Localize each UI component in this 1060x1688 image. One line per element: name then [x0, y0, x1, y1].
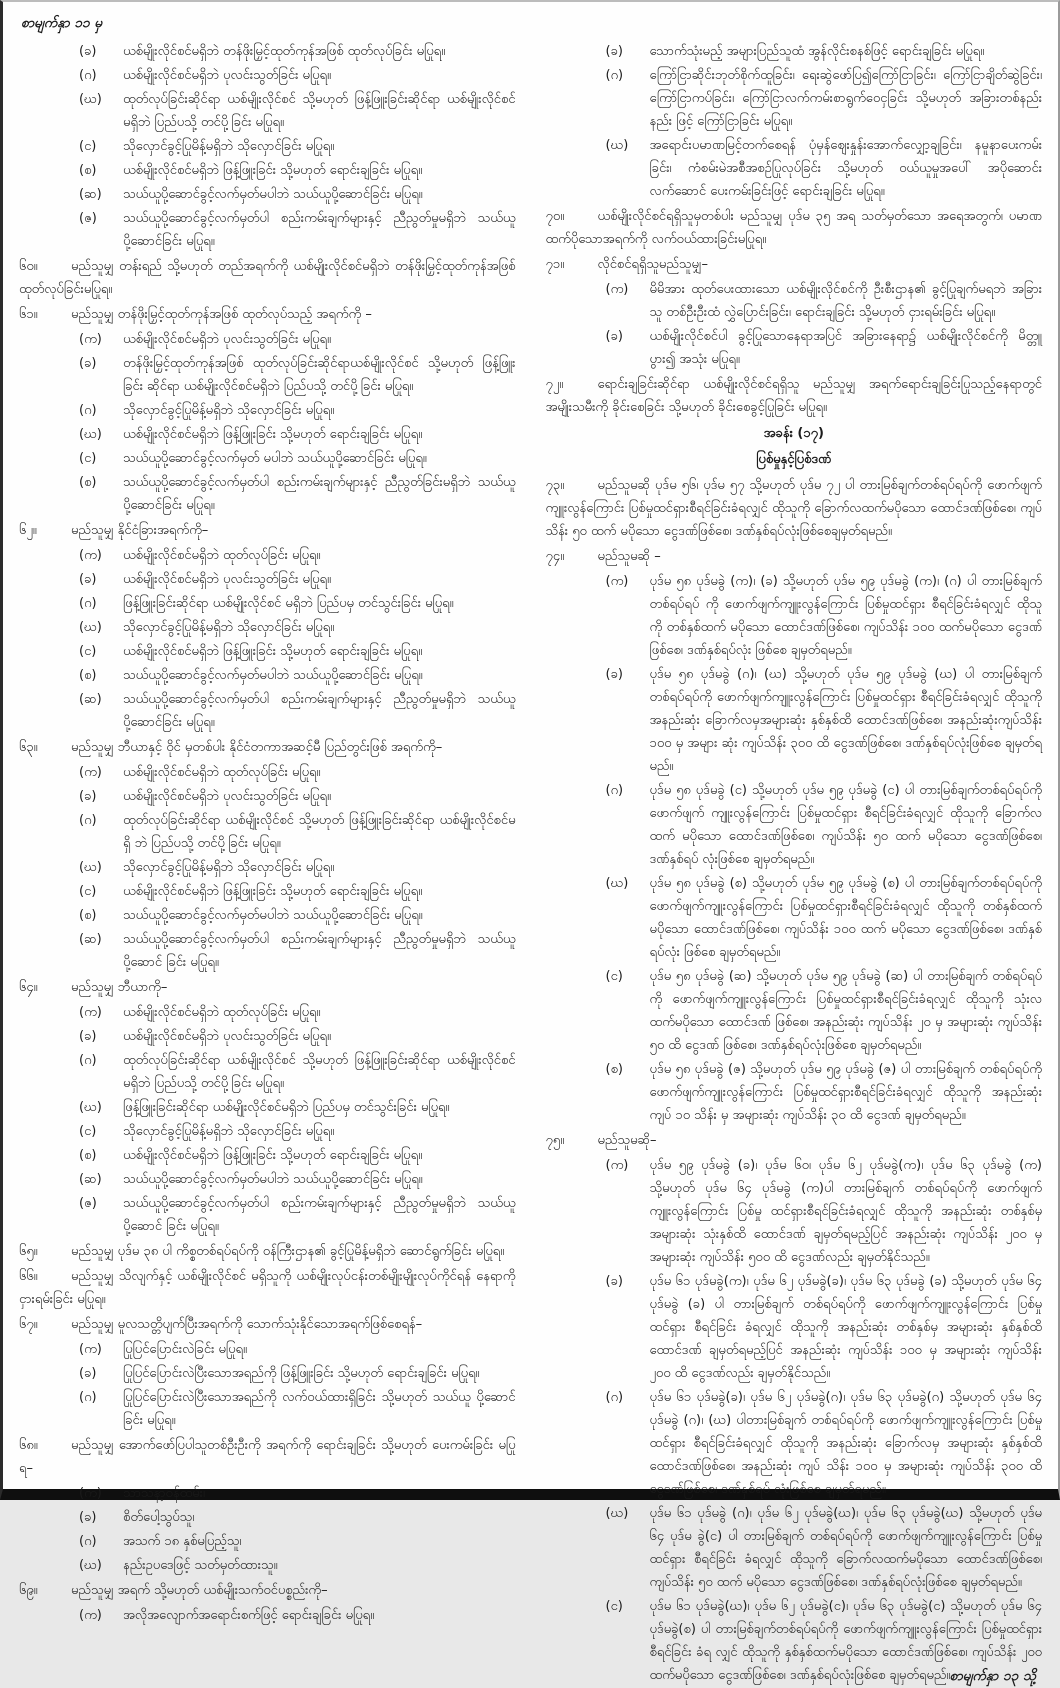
section-paragraph: [19, 1240, 516, 1263]
clause-label: (စ): [79, 1148, 97, 1163]
clause-label: (ဃ): [79, 620, 102, 635]
clause-text: ထုတ်လုပ်ခြင်းဆိုင်ရာ ယစ်မျိုးလိုင်စင် သို့မဟုတ် ဖြန့်ဖြူးခြင်းဆိုင်ရာ ယစ်မျိုးလိုင်စင်မရှိ ဘဲ ပြည်ပသို့ တင်ပို့ခြင်း မပြုရ။: [123, 813, 516, 851]
clause-text: ယစ်မျိုးလိုင်စင်မရှိဘဲ ဖြန့်ဖြူးခြင်း သို့မဟုတ် ရောင်းချခြင်း မပြုရ။: [123, 884, 422, 899]
section-text: မည်သူမျှ ဘီယာနှင့် ဝိုင် မှတစ်ပါး နိုင်ငံတကာအဆင့်မီ ပြည်တွင်းဖြစ် အရက်ကို–: [71, 740, 443, 755]
clause-label: (ဂ): [79, 1390, 97, 1405]
clause-item: [79, 1554, 516, 1577]
section-paragraph: [546, 205, 1043, 251]
clause-label: (င): [79, 451, 97, 466]
section-text: မည်သူမျှ သိလျက်နှင့် ယစ်မျိုးလိုင်စင် မရှိသူကို ယစ်မျိုးလုပ်ငန်းတစ်မျိုးမျိုးလုပ်ကိုင်ရန် နေရာကို ငှားရမ်းခြင်း မပြုရ။: [19, 1269, 516, 1307]
clause-text: ယစ်မျိုးလိုင်စင်မရှိဘဲ ဖြန့်ဖြူးခြင်း သို့မဟုတ် ရောင်းချခြင်း မပြုရ။: [123, 1148, 422, 1163]
section-number: ၇၄။: [545, 549, 565, 564]
section-paragraph: [546, 1129, 1043, 1152]
section-paragraph: [19, 976, 516, 999]
clause-label: (ဆ): [79, 187, 102, 202]
clause-item: [79, 328, 516, 351]
clause-label: (ဃ): [79, 1558, 102, 1573]
clause-item: [606, 570, 1043, 662]
clause-label: (က): [79, 765, 102, 780]
clause-text: ပုဒ်မ ၅၉ ပုဒ်မခွဲ (ခ)၊ ပုဒ်မ ၆၀၊ ပုဒ်မ ၆၂ ပုဒ်မခွဲ(က)၊ ပုဒ်မ ၆၃ ပုဒ်မခွဲ (က) သို့မဟုတ် ပုဒ်မ ၆၄ ပုဒ်မခွဲ (က)ပါ တားမြစ်ချက် တစ်ရပ်ရပ်ကို ဖောက်ဖျက် ကျူးလွန်ကြောင်း ပြစ်မှု ထင်ရှားစီရင်ခြင်းခံရလျှင် ထိုသူကို အနည်းဆုံး တစ်နှစ်မှ အများဆုံး သုံးနှစ်ထိ ထောင်ဒဏ် ချမှတ်ရမည့်ပြင် အနည်းဆုံး ကျပ်သိန်း ၂၀၀ မှ အများဆုံး ကျပ်သိန်း ၅၀၀ ထိ ငွေဒဏ်လည်း ချမှတ်နိုင်သည်။: [649, 1158, 1042, 1265]
clause-item: [79, 207, 516, 253]
clause-list: [79, 1604, 516, 1627]
clause-label: (င): [79, 644, 97, 659]
section-number: ၇၅။: [545, 1133, 565, 1148]
clause-list: [606, 570, 1043, 1127]
clause-item: [79, 64, 516, 87]
section-paragraph: [546, 373, 1043, 419]
section-paragraph: [19, 519, 516, 542]
clause-item: [79, 1096, 516, 1119]
clause-text: ပုဒ်မ ၅၈ ပုဒ်မခွဲ (ဂ)၊ (ဃ) သို့မဟုတ် ပုဒ်မ ၅၉ ပုဒ်မခွဲ (ဃ) ပါ တားမြစ်ချက် တစ်ရပ်ရပ်ကို ဖောက်ဖျက်ကျူးလွန်ကြောင်း ပြစ်မှုထင်ရှား စီရင်ခြင်းခံရလျှင် ထိုသူကို အနည်းဆုံး ခြောက်လမှအများဆုံး နှစ်နှစ်ထိ ထောင်ဒဏ်ဖြစ်စေ၊ အနည်းဆုံးကျပ်သိန်း ၁၀၀ မှ အများ ဆုံး ကျပ်သိန်း ၃၀၀ ထိ ငွေဒဏ်ဖြစ်စေ၊ ဒဏ်နှစ်ရပ်လုံးဖြစ်စေ ချမှတ်ရမည်။: [649, 667, 1042, 774]
clause-item: [79, 1604, 516, 1627]
section-paragraph: [19, 303, 516, 326]
clause-list: [79, 1482, 516, 1577]
clause-label: (က): [79, 332, 102, 347]
clause-text: ယစ်မျိုးလိုင်စင်ပါ ခွင့်ပြုသောနေရာအပြင် အခြားနေရာ၌ ယစ်မျိုးလိုင်စင်ကို မိတ္တူပွား၍ အသုံး မပြုရ။: [649, 329, 1042, 367]
clause-list: [79, 761, 516, 974]
clause-item: [79, 544, 516, 567]
clause-text: အရောင်းပမာဏမြင့်တက်စေရန် ပုံမှန်ဈေးနှုန်းအောက်လျှော့ချခြင်း၊ နမူနာပေးကမ်း ခြင်း၊ ကံစမ်းမဲအစီအစဉ်ပြုလုပ်ခြင်း သို့မဟုတ် ဝယ်ယူမှုအပေါ် အပိုဆောင်းလက်ဆောင် ပေးကမ်းခြင်းဖြင့် ရောင်းချခြင်း မပြုရ။: [649, 138, 1042, 199]
clause-text: သိုလှောင်ခွင့်ပြုမိန့်မရှိဘဲ သိုလှောင်ခြင်း မပြုရ။: [123, 139, 335, 154]
page-continuation-footer: စာမျက်နှာ ၁၃ သို့: [949, 1668, 1036, 1684]
section-text: ယစ်မျိုးလိုင်စင်ရရှိသူမှတစ်ပါး မည်သူမျှ ပုဒ်မ ၃၅ အရ သတ်မှတ်သော အရေအတွက်၊ ပမာဏ ထက်ပိုသောအရက်ကို လက်ဝယ်ထားခြင်းမပြုရ။: [545, 209, 1042, 247]
section-paragraph: [19, 1434, 516, 1480]
right-column: [546, 39, 1043, 1688]
section-text: မည်သူမျှ မူလသတ္တိပျက်ပြီးအရက်ကို သောက်သုံးနိုင်သောအရက်ဖြစ်စေရန်–: [71, 1317, 423, 1332]
clause-label: (ခ): [605, 667, 623, 682]
clause-item: [79, 592, 516, 615]
clause-text: နည်းဥပဒေဖြင့် သတ်မှတ်ထားသူ။: [123, 1558, 278, 1573]
section-number: ၆၁။: [19, 307, 38, 322]
clause-item: [79, 1120, 516, 1143]
clause-label: (ဃ): [79, 427, 102, 442]
clause-label: (စ): [605, 1062, 623, 1077]
clause-item: [606, 325, 1043, 371]
clause-text: မိမိအား ထုတ်ပေးထားသော ယစ်မျိုးလိုင်စင်ကို ဦးစီးဌာန၏ ခွင့်ပြုချက်မရဘဲ အခြားသူ တစ်ဦးဦးထံ လွှဲပြောင်းခြင်း၊ ရောင်းချခြင်း သို့မဟုတ် ငှားရမ်းခြင်း မပြုရ။: [649, 282, 1042, 320]
clause-item: [79, 1338, 516, 1361]
clause-text: ဖြန့်ဖြူးခြင်းဆိုင်ရာ ယစ်မျိုးလိုင်စင်မရှိဘဲ ပြည်ပမှ တင်သွင်းခြင်း မပြုရ။: [123, 1100, 450, 1115]
section-paragraph: [546, 545, 1043, 568]
clause-text: တန်ဖိုးမြှင့်ထုတ်ကုန်အဖြစ် ထုတ်လုပ်ခြင်းဆိုင်ရာယစ်မျိုးလိုင်စင် သို့မဟုတ် ဖြန့်ဖြူးခြင်း ဆိုင်ရာ ယစ်မျိုးလိုင်စင်မရှိဘဲ ပြည်ပသို့ တင်ပို့ခြင်း မပြုရ။: [123, 356, 516, 394]
clause-text: ပုဒ်မ ၅၈ ပုဒ်မခွဲ (င) သို့မဟုတ် ပုဒ်မ ၅၉ ပုဒ်မခွဲ (င) ပါ တားမြစ်ချက်တစ်ရပ်ရပ်ကို ဖောက်ဖျက် ကျူးလွန်ကြောင်း ပြစ်မှုထင်ရှား စီရင်ခြင်းခံရလျှင် ထိုသူကို ခြောက်လထက် မပိုသော ထောင်ဒဏ်ဖြစ်စေ၊ ကျပ်သိန်း ၅၀ ထက် မပိုသော ငွေဒဏ်ဖြစ်စေ၊ ဒဏ်နှစ်ရပ် လုံးဖြစ်စေ ချမှတ်ရမည်။: [649, 783, 1042, 867]
clause-text: ယစ်မျိုးလိုင်စင်မရှိဘဲ ဖြန့်ဖြူးခြင်း သို့မဟုတ် ရောင်းချခြင်း မပြုရ။: [123, 163, 422, 178]
clause-label: (ဃ): [79, 860, 102, 875]
clause-label: (စ): [79, 668, 97, 683]
clause-text: ယစ်မျိုးလိုင်စင်မရှိဘဲ ထုတ်လုပ်ခြင်း မပြုရ။: [123, 548, 321, 563]
chapter-heading: ပြစ်မှုနှင့်ပြစ်ဒဏ်: [756, 452, 832, 467]
clause-text: သယ်ယူပို့ဆောင်ခွင့်လက်မှတ်မပါဘဲ သယ်ယူပို့ဆောင်ခြင်း မပြုရ။: [123, 187, 423, 202]
clause-text: သယ်ယူပို့ဆောင်ခွင့်လက်မှတ်မပါဘဲ သယ်ယူပို့ဆောင်ခြင်း မပြုရ။: [123, 668, 423, 683]
clause-list: [79, 544, 516, 734]
clause-text: ထုတ်လုပ်ခြင်းဆိုင်ရာ ယစ်မျိုးလိုင်စင် သို့မဟုတ် ဖြန့်ဖြူးခြင်းဆိုင်ရာ ယစ်မျိုးလိုင်စင် မရှိဘဲ ပြည်ပသို့ တင်ပို့ခြင်း မပြုရ။: [123, 92, 516, 130]
clause-label: (ဂ): [79, 1534, 97, 1549]
section-text: မည်သူမဆို–: [597, 1133, 657, 1148]
clause-label: (ခ): [79, 789, 97, 804]
clause-text: သယ်ယူပို့ဆောင်ခွင့်လက်မှတ်ပါ စည်းကမ်းချက်များနှင့် ညီညွတ်မှုမရှိဘဲ သယ်ယူပို့ဆောင်ခြင်း မပြုရ။: [123, 692, 516, 730]
chapter-heading: အခန်း (၁၇): [763, 426, 824, 441]
section-number: ၆၉။: [19, 1583, 38, 1598]
clause-text: သယ်ယူပို့ဆောင်ခွင့်လက်မှတ်မပါဘဲ သယ်ယူပို့ဆောင်ခြင်း မပြုရ။: [123, 1172, 423, 1187]
clause-label: (ခ): [79, 356, 97, 371]
clause-label: (ခ): [79, 1510, 97, 1525]
clause-text: ပြုပြင်ပြောင်းလဲခြင်း မပြုရ။: [123, 1342, 247, 1357]
clause-item: [79, 399, 516, 422]
clause-item: [79, 568, 516, 591]
clause-item: [79, 785, 516, 808]
clause-label: (က): [605, 574, 629, 589]
clause-label: (ဂ): [605, 1390, 624, 1405]
section-paragraph: [19, 1265, 516, 1311]
section-text: မည်သူမျှ ပုဒ်မ ၃၈ ပါ ကိစ္စတစ်ရပ်ရပ်ကို ဝန်ကြီးဌာန၏ ခွင့်ပြုမိန့်မရှိဘဲ ဆောင်ရွက်ခြင်း မပြုရ။: [71, 1244, 505, 1259]
clause-text: အလိုအလျောက်အရောင်းစက်ဖြင့် ရောင်းချခြင်း မပြုရ။: [123, 1608, 375, 1623]
section-number: ၇၀။: [545, 209, 565, 224]
section-text: မည်သူမျှ ဘီယာကို–: [71, 980, 168, 995]
clause-label: (ဇ): [79, 1196, 97, 1211]
clause-item: [79, 183, 516, 206]
clause-label: (ခ): [79, 44, 97, 59]
clause-label: (ဃ): [605, 138, 629, 153]
clause-item: [79, 159, 516, 182]
clause-text: ပုဒ်မ ၅၈ ပုဒ်မခွဲ (က)၊ (ခ) သို့မဟုတ် ပုဒ်မ ၅၉ ပုဒ်မခွဲ (က)၊ (ဂ) ပါ တားမြစ်ချက် တစ်ရပ်ရပ် ကို ဖောက်ဖျက်ကျူးလွန်ကြောင်း ပြစ်မှုထင်ရှား စီရင်ခြင်းခံရလျှင် ထိုသူကို တစ်နှစ်ထက် မပိုသော ထောင်ဒဏ်ဖြစ်စေ၊ ကျပ်သိန်း ၁၀၀ ထက်မပိုသော ငွေဒဏ်ဖြစ်စေ၊ ဒဏ်နှစ်ရပ်လုံး ဖြစ်စေ ချမှတ်ရမည်။: [649, 574, 1042, 658]
clause-item: [606, 64, 1043, 133]
section-number: ၆၇။: [19, 1317, 38, 1332]
clause-text: ပုဒ်မ ၅၈ ပုဒ်မခွဲ (ဇ) သို့မဟုတ် ပုဒ်မ ၅၉ ပုဒ်မခွဲ (ဇ) ပါ တားမြစ်ချက် တစ်ရပ်ရပ်ကို ဖောက်ဖျက်ကျူးလွန်ကြောင်း ပြစ်မှုထင်ရှားစီရင်ခြင်းခံရလျှင် ထိုသူကို အနည်းဆုံး ကျပ် ၁၀ သိန်း မှ အများဆုံး ကျပ်သိန်း ၃၀ ထိ ငွေဒဏ် ချမှတ်ရမည်။: [649, 1062, 1042, 1123]
clause-label: (ဃ): [79, 92, 102, 107]
clause-label: (ဂ): [605, 783, 624, 798]
section-text: မည်သူမျှ တန်းရည် သို့မဟုတ် တည်အရက်ကို ယစ်မျိုးလိုင်စင်မရှိဘဲ တန်ဖိုးမြှင့်ထုတ်ကုန်အဖြစ် ထုတ်လုပ်ခြင်းမပြုရ။: [19, 259, 516, 297]
clause-item: [606, 663, 1043, 778]
clause-text: ကြော်ငြာဆိုင်းဘုတ်စိုက်ထူခြင်း၊ ရေးဆွဲဖော်ပြ၍ကြော်ငြာခြင်း၊ ကြော်ငြာချိတ်ဆွဲခြင်း၊ ကြော်ငြာကပ်ခြင်း၊ ကြော်ငြာလက်ကမ်းစာရွက်ဝေငှခြင်း သို့မဟုတ် အခြားတစ်နည်းနည်း ဖြင့် ကြော်ငြာခြင်း မပြုရ။: [649, 68, 1042, 129]
clause-item: [606, 278, 1043, 324]
clause-text: သယ်ယူပို့ဆောင်ခွင့်လက်မှတ်ပါ စည်းကမ်းချက်များနှင့် ညီညွတ်ခြင်းမရှိဘဲ သယ်ယူပို့ဆောင်ခြင်း မပြုရ။: [123, 475, 516, 513]
clause-label: (ခ): [79, 1029, 97, 1044]
clause-text: အသက် ၁၈ နှစ်မပြည့်သူ၊: [123, 1534, 242, 1549]
clause-label: (ဂ): [79, 403, 97, 418]
section-number: ၆၂။: [19, 523, 37, 538]
clause-text: ပုဒ်မ ၆၁ ပုဒ်မခွဲ(ခ)၊ ပုဒ်မ ၆၂ ပုဒ်မခွဲ(ဂ)၊ ပုဒ်မ ၆၃ ပုဒ်မခွဲ(ဂ) သို့မဟုတ် ပုဒ်မ ၆၄ ပုဒ်မခွဲ (ဂ)၊ (ဃ) ပါတားမြစ်ချက် တစ်ရပ်ရပ်ကို ဖောက်ဖျက်ကျူးလွန်ကြောင်း ပြစ်မှုထင်ရှား စီရင်ခြင်းခံရလျှင် ထိုသူကို အနည်းဆုံး ခြောက်လမှ အများဆုံး နှစ်နှစ်ထိ ထောင်ဒဏ်ဖြစ်စေ၊ အနည်းဆုံး ကျပ် သိန်း ၁၀၀ မှ အများဆုံး ကျပ်သိန်း ၃၀၀ ထိ ငွေဒဏ်ဖြစ်စေ၊ ဒဏ်နှစ်ရပ် လုံးဖြစ်စေ ချမှတ်ရမည်။: [649, 1390, 1042, 1497]
clause-item: [79, 447, 516, 470]
clause-item: [606, 872, 1043, 964]
section-paragraph: [19, 255, 516, 301]
clause-label: (ဂ): [79, 1053, 97, 1068]
clause-item: [79, 1049, 516, 1095]
clause-label: (ဃ): [605, 1506, 629, 1521]
clause-item: [606, 40, 1043, 63]
section-number: ၆၅။: [19, 1244, 38, 1259]
clause-list: [79, 1001, 516, 1238]
clause-label: (င): [79, 1124, 97, 1139]
clause-item: [79, 1192, 516, 1238]
clause-text: ပြုပြင်ပြောင်းလဲပြီးသောအရည်ကို လက်ဝယ်ထားရှိခြင်း သို့မဟုတ် သယ်ယူ ပို့ဆောင်ခြင်း မပြုရ။: [123, 1390, 516, 1428]
clause-item: [79, 1386, 516, 1432]
clause-list: [606, 278, 1043, 371]
clause-label: (င): [79, 884, 97, 899]
section-number: ၇၃။: [545, 478, 565, 493]
clause-item: [79, 471, 516, 517]
clause-text: သယ်ယူပို့ဆောင်ခွင့်လက်မှတ် မပါဘဲ သယ်ယူပို့ဆောင်ခြင်း မပြုရ။: [123, 451, 427, 466]
clause-item: [79, 928, 516, 974]
section-number: ၆၄။: [19, 980, 38, 995]
clause-label: (က): [605, 282, 629, 297]
two-column-content: [19, 39, 1042, 1688]
clause-text: သိုလှောင်ခွင့်ပြုမိန့်မရှိဘဲ သိုလှောင်ခြင်း မပြုရ။: [123, 1124, 335, 1139]
section-text: မည်သူမျှ တန်ဖိုးမြှင့်ထုတ်ကုန်အဖြစ် ထုတ်လုပ်သည့် အရက်ကို –: [71, 307, 372, 322]
clause-label: (ဂ): [79, 813, 97, 828]
clause-label: (ဆ): [79, 932, 102, 947]
clause-text: ပုဒ်မ ၅၈ ပုဒ်မခွဲ (စ) သို့မဟုတ် ပုဒ်မ ၅၉ ပုဒ်မခွဲ (စ) ပါ တားမြစ်ချက်တစ်ရပ်ရပ်ကို ဖောက်ဖျက်ကျူးလွန်ကြောင်း ပြစ်မှုထင်ရှားစီရင်ခြင်းခံရလျှင် ထိုသူကို တစ်နှစ်ထက် မပိုသော ထောင်ဒဏ်ဖြစ်စေ၊ ကျပ်သိန်း ၁၀၀ ထက် မပိုသော ငွေဒဏ်ဖြစ်စေ၊ ဒဏ်နှစ်ရပ်လုံး ဖြစ်စေ ချမှတ်ရမည်။: [649, 876, 1042, 960]
clause-item: [606, 1502, 1043, 1594]
clause-item: [79, 88, 516, 134]
section-text: မည်သူမျှ အောက်ဖော်ပြပါသူတစ်ဦးဦးကို အရက်ကို ရောင်းချခြင်း သို့မဟုတ် ပေးကမ်းခြင်း မပြုရ–: [19, 1438, 516, 1476]
clause-text: ယစ်မျိုးလိုင်စင်မရှိဘဲ ထုတ်လုပ်ခြင်း မပြုရ။: [123, 765, 321, 780]
clause-item: [606, 134, 1043, 203]
clause-item: [79, 856, 516, 879]
clause-label: (ဃ): [79, 1100, 102, 1115]
clause-label: (ဃ): [605, 876, 629, 891]
clause-item: [79, 40, 516, 63]
clause-item: [79, 352, 516, 398]
clause-item: [79, 688, 516, 734]
clause-list: [79, 40, 516, 253]
section-text: မည်သူမျှ အရက် သို့မဟုတ် ယစ်မျိုးသက်ဝင်ပစ္စည်းကို–: [71, 1583, 328, 1598]
clause-item: [79, 1482, 516, 1505]
clause-text: ဖြန့်ဖြူးခြင်းဆိုင်ရာ ယစ်မျိုးလိုင်စင် မရှိဘဲ ပြည်ပမှ တင်သွင်းခြင်း မပြုရ။: [123, 596, 454, 611]
clause-item: [606, 965, 1043, 1057]
section-number: ၇၂။: [545, 377, 564, 392]
clause-label: (င): [79, 139, 97, 154]
clause-label: (က): [79, 1608, 102, 1623]
clause-text: သိုလှောင်ခွင့်ပြုမိန့်မရှိဘဲ သိုလှောင်ခြင်း မပြုရ။: [123, 403, 335, 418]
clause-label: (စ): [79, 908, 97, 923]
section-number: ၇၁။: [545, 257, 565, 272]
clause-list: [79, 328, 516, 517]
clause-item: [606, 1270, 1043, 1385]
clause-text: ပုဒ်မ ၆၁ ပုဒ်မခွဲ(ဃ)၊ ပုဒ်မ ၆၂ ပုဒ်မခွဲ(င)၊ ပုဒ်မ ၆၃ ပုဒ်မခွဲ(င) သို့မဟုတ် ပုဒ်မ ၆၄ ပုဒ်မခွဲ(စ) ပါ တားမြစ်ချက်တစ်ရပ်ရပ်ကို ဖောက်ဖျက်ကျူးလွန်ကြောင်း ပြစ်မှုထင်ရှားစီရင်ခြင်း ခံရ လျှင် ထိုသူကို နှစ်နှစ်ထက်မပိုသော ထောင်ဒဏ်ဖြစ်စေ၊ ကျပ်သိန်း ၂၀၀ ထက်မပိုသော ငွေဒဏ်ဖြစ်စေ၊ ဒဏ်နှစ်ရပ်လုံးဖြစ်စေ ချမှတ်ရမည်။: [649, 1599, 1042, 1683]
section-paragraph: [19, 1313, 516, 1336]
clause-item: [79, 616, 516, 639]
section-number: ၆၈။: [19, 1438, 38, 1453]
clause-text: ပုဒ်မ ၅၈ ပုဒ်မခွဲ (ဆ) သို့မဟုတ် ပုဒ်မ ၅၉ ပုဒ်မခွဲ (ဆ) ပါ တားမြစ်ချက် တစ်ရပ်ရပ်ကို ဖောက်ဖျက်ကျူးလွန်ကြောင်း ပြစ်မှုထင်ရှားစီရင်ခြင်းခံရလျှင် ထိုသူကို သုံးလထက်မပိုသော ထောင်ဒဏ် ဖြစ်စေ၊ အနည်းဆုံး ကျပ်သိန်း ၂၀ မှ အများဆုံး ကျပ်သိန်း ၅၀ ထိ ငွေဒဏ် ဖြစ်စေ၊ ဒဏ်နှစ်ရပ်လုံးဖြစ်စေ ချမှတ်ရမည်။: [649, 969, 1042, 1053]
clause-label: (ခ): [605, 1274, 623, 1289]
clause-label: (င): [605, 1599, 623, 1614]
section-text: မည်သူမျှ နိုင်ငံခြားအရက်ကို–: [71, 523, 209, 538]
clause-label: (က): [79, 548, 102, 563]
clause-label: (ခ): [79, 572, 97, 587]
clause-label: (င): [605, 969, 623, 984]
clause-label: (ဆ): [79, 1172, 102, 1187]
clause-text: ပြုပြင်ပြောင်းလဲပြီးသောအရည်ကို ဖြန့်ဖြူးခြင်း သို့မဟုတ် ရောင်းချခြင်း မပြုရ။: [123, 1366, 480, 1381]
clause-text: ယစ်မျိုးလိုင်စင်မရှိဘဲ ဖြန့်ဖြူးခြင်း သို့မဟုတ် ရောင်းချခြင်း မပြုရ။: [123, 427, 422, 442]
clause-text: သယ်ယူပို့ဆောင်ခွင့်လက်မှတ်ပါ စည်းကမ်းချက်များနှင့် ညီညွတ်မှုမရှိဘဲ သယ်ယူပို့ဆောင်ခြင်း မပြုရ။: [123, 211, 516, 249]
clause-text: ထုတ်လုပ်ခြင်းဆိုင်ရာ ယစ်မျိုးလိုင်စင် သို့မဟုတ် ဖြန့်ဖြူးခြင်းဆိုင်ရာ ယစ်မျိုးလိုင်စင် မရှိဘဲ ပြည်ပသို့ တင်ပို့ခြင်း မပြုရ။: [123, 1053, 516, 1091]
clause-text: သောက်သုံးမည့် အများပြည်သူထံ အွန်လိုင်းစနစ်ဖြင့် ရောင်းချခြင်း မပြုရ။: [649, 44, 985, 59]
clause-text: ပုဒ်မ ၆၁ ပုဒ်မခွဲ (ဂ)၊ ပုဒ်မ ၆၂ ပုဒ်မခွဲ(ဃ)၊ ပုဒ်မ ၆၃ ပုဒ်မခွဲ(ဃ) သို့မဟုတ် ပုဒ်မ ၆၄ ပုဒ်မ ခွဲ(င) ပါ တားမြစ်ချက် တစ်ရပ်ရပ်ကို ဖောက်ဖျက်ကျူးလွန်ကြောင်း ပြစ်မှုထင်ရှား စီရင်ခြင်း ခံရလျှင် ထိုသူကို ခြောက်လထက်မပိုသော ထောင်ဒဏ်ဖြစ်စေ၊ ကျပ်သိန်း ၅၀ ထက် မပိုသော ငွေဒဏ်ဖြစ်စေ၊ ဒဏ်နှစ်ရပ်လုံးဖြစ်စေ ချမှတ်ရမည်။: [649, 1506, 1042, 1590]
clause-text: သာသနာ့ဝန်ထမ်း၊: [123, 1486, 205, 1501]
clause-label: (ခ): [605, 329, 623, 344]
page-continuation-header: စာမျက်နှာ ၁၁ မှ: [21, 15, 103, 31]
section-paragraph: [546, 253, 1043, 276]
clause-label: (ခ): [605, 44, 623, 59]
clause-label: (က): [79, 1342, 102, 1357]
clause-text: ယစ်မျိုးလိုင်စင်မရှိဘဲ ပုလင်းသွတ်ခြင်း မပြုရ။: [123, 572, 331, 587]
clause-item: [79, 423, 516, 446]
clause-label: (ဂ): [605, 68, 624, 83]
clause-item: [79, 1168, 516, 1191]
section-paragraph: [19, 736, 516, 759]
clause-text: ယစ်မျိုးလိုင်စင်မရှိဘဲ ဖြန့်ဖြူးခြင်း သို့မဟုတ် ရောင်းချခြင်း မပြုရ။: [123, 644, 422, 659]
clause-item: [79, 135, 516, 158]
clause-list: [606, 40, 1043, 203]
clause-text: သိုလှောင်ခွင့်ပြုမိန့်မရှိဘဲ သိုလှောင်ခြင်း မပြုရ။: [123, 620, 335, 635]
clause-text: စိတ်ပေါ့သွပ်သူ၊: [123, 1510, 195, 1525]
clause-item: [79, 904, 516, 927]
clause-label: (ဇ): [79, 211, 97, 226]
section-number: ၆၀။: [19, 259, 38, 274]
clause-text: သယ်ယူပို့ဆောင်ခွင့်လက်မှတ်ပါ စည်းကမ်းချက်များနှင့် ညီညွတ်မှုမရှိဘဲ သယ်ယူပို့ဆောင် ခြင်း မပြုရ။: [123, 1196, 516, 1234]
clause-item: [79, 880, 516, 903]
clause-label: (က): [605, 1158, 629, 1173]
clause-label: (က): [79, 1486, 102, 1501]
clause-list: [606, 1154, 1043, 1687]
clause-label: (ဆ): [79, 692, 102, 707]
section-text: လိုင်စင်ရရှိသူမည်သူမျှ–: [597, 257, 708, 272]
clause-label: (စ): [79, 163, 97, 178]
clause-text: ပုဒ်မ ၆၁ ပုဒ်မခွဲ(က)၊ ပုဒ်မ ၆၂ ပုဒ်မခွဲ(ခ)၊ ပုဒ်မ ၆၃ ပုဒ်မခွဲ (ခ) သို့မဟုတ် ပုဒ်မ ၆၄ ပုဒ်မခွဲ (ခ) ပါ တားမြစ်ချက် တစ်ရပ်ရပ်ကို ဖောက်ဖျက်ကျူးလွန်ကြောင်း ပြစ်မှုထင်ရှား စီရင်ခြင်း ခံရလျှင် ထိုသူကို အနည်းဆုံး တစ်နှစ်မှ အများဆုံး နှစ်နှစ်ထိ ထောင်ဒဏ် ချမှတ်ရမည့်ပြင် အနည်းဆုံး ကျပ်သိန်း ၁၀၀ မှ အများဆုံး ကျပ်သိန်း ၂၀၀ ထိ ငွေဒဏ်လည်း ချမှတ်နိုင်သည်။: [649, 1274, 1042, 1381]
clause-label: (က): [79, 1005, 102, 1020]
clause-item: [79, 1362, 516, 1385]
section-number: ၆၆။: [19, 1269, 38, 1284]
clause-item: [79, 761, 516, 784]
clause-text: ယစ်မျိုးလိုင်စင်မရှိဘဲ တန်ဖိုးမြှင့်ထုတ်ကုန်အဖြစ် ထုတ်လုပ်ခြင်း မပြုရ။: [123, 44, 446, 59]
clause-item: [606, 1386, 1043, 1501]
clause-item: [79, 1144, 516, 1167]
clause-label: (စ): [79, 475, 97, 490]
section-text: ရောင်းချခြင်းဆိုင်ရာ ယစ်မျိုးလိုင်စင်ရရှိသူ မည်သူမျှ အရက်ရောင်းချခြင်းပြုသည့်နေရာတွင် အမျိုးသမီးကို ခိုင်းစေခြင်း သို့မဟုတ် ခိုင်းစေခွင့်ပြုခြင်း မပြုရ။: [545, 377, 1042, 415]
clause-text: ယစ်မျိုးလိုင်စင်မရှိဘဲ ပုလင်းသွတ်ခြင်း မပြုရ။: [123, 789, 331, 804]
clause-text: ယစ်မျိုးလိုင်စင်မရှိဘဲ ထုတ်လုပ်ခြင်း မပြုရ။: [123, 1005, 321, 1020]
clause-text: ယစ်မျိုးလိုင်စင်မရှိဘဲ ပုလင်းသွတ်ခြင်း မပြုရ။: [123, 332, 331, 347]
clause-item: [79, 1506, 516, 1529]
clause-item: [79, 1530, 516, 1553]
clause-text: သိုလှောင်ခွင့်ပြုမိန့်မရှိဘဲ သိုလှောင်ခြင်း မပြုရ။: [123, 860, 335, 875]
clause-label: (ဂ): [79, 68, 97, 83]
clause-label: (ဂ): [79, 596, 97, 611]
clause-item: [79, 809, 516, 855]
clause-item: [606, 779, 1043, 871]
clause-text: ယစ်မျိုးလိုင်စင်မရှိဘဲ ပုလင်းသွတ်ခြင်း မပြုရ။: [123, 68, 331, 83]
section-text: မည်သူမဆို ပုဒ်မ ၅၆၊ ပုဒ်မ ၅၇ သို့မဟုတ် ပုဒ်မ ၇၂ ပါ တားမြစ်ချက်တစ်ရပ်ရပ်ကို ဖောက်ဖျက် ကျူးလွန်ကြောင်း ပြစ်မှုထင်ရှားစီရင်ခြင်းခံရလျှင် ထိုသူကို ခြောက်လထက်မပိုသော ထောင်ဒဏ်ဖြစ်စေ၊ ကျပ်သိန်း ၅၀ ထက် မပိုသော ငွေဒဏ်ဖြစ်စေ၊ ဒဏ်နှစ်ရပ်လုံးဖြစ်စေချမှတ်ရမည်။: [545, 478, 1042, 539]
clause-item: [79, 640, 516, 663]
section-paragraph: [546, 474, 1043, 543]
section-paragraph: [19, 1579, 516, 1602]
clause-item: [79, 664, 516, 687]
section-text: မည်သူမဆို –: [597, 549, 661, 564]
left-column: [19, 39, 516, 1688]
clause-label: (ခ): [79, 1366, 97, 1381]
clause-item: [606, 1058, 1043, 1127]
clause-item: [79, 1025, 516, 1048]
clause-text: သယ်ယူပို့ဆောင်ခွင့်လက်မှတ်မပါဘဲ သယ်ယူပို့ဆောင်ခြင်း မပြုရ။: [123, 908, 423, 923]
clause-item: [606, 1154, 1043, 1269]
clause-list: [79, 1338, 516, 1432]
clause-item: [79, 1001, 516, 1024]
clause-text: သယ်ယူပို့ဆောင်ခွင့်လက်မှတ်ပါ စည်းကမ်းချက်များနှင့် ညီညွတ်မှုမရှိဘဲ သယ်ယူပို့ဆောင် ခြင်း မပြုရ။: [123, 932, 516, 970]
section-number: ၆၃။: [19, 740, 38, 755]
clause-text: ယစ်မျိုးလိုင်စင်မရှိဘဲ ပုလင်းသွတ်ခြင်း မပြုရ။: [123, 1029, 331, 1044]
